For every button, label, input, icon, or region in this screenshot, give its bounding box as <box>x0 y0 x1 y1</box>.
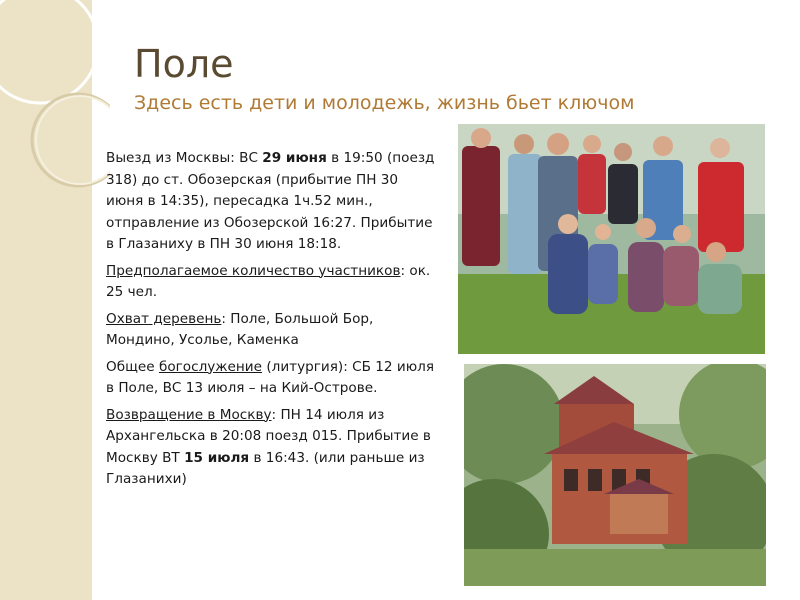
return-text: : ПН 14 июля из Архангельска в 20:08 поезд 015. Прибытие в Москву ВТ <box>106 406 431 466</box>
participants-text: : ок. 25 чел. <box>106 262 431 300</box>
slide-subtitle: Здесь есть дети и молодежь, жизнь бьет ключом <box>134 92 635 114</box>
villages-text: : Поле, Большой Бор, Мондино, Усолье, Каменка <box>106 310 374 348</box>
departure-paragraph <box>106 148 436 256</box>
service-text: (литургия): СБ 12 июля в Поле, ВС 13 июля – на Кий-Острове. <box>106 358 434 396</box>
departure-date: 29 июня <box>262 150 327 166</box>
return-paragraph <box>106 405 436 491</box>
departure-details: в 19:50 (поезд 318) до ст. Обозерская (прибытие ПН 30 июня в 14:35), пересадка 1ч.52 мин., отправление из Обозерской 16:27. Прибытие в Глазаниху в ПН 30 июня 18:18. <box>106 150 435 252</box>
return-details: в 16:43. (или раньше из Глазанихи) <box>106 449 425 487</box>
participants-label: Предполагаемое количество участников <box>106 262 401 279</box>
slide-title: Поле <box>134 42 234 86</box>
departure-text: Выезд из Москвы: ВС <box>106 150 263 166</box>
wooden-house-photo <box>464 364 766 586</box>
participants-paragraph <box>106 261 436 304</box>
service-prefix: Общее <box>106 358 159 375</box>
return-label: Возвращение в Москву <box>106 406 272 423</box>
return-date: 15 июля <box>184 449 250 466</box>
group-of-people-photo <box>458 124 765 354</box>
slide-body <box>106 148 436 496</box>
decorative-circles <box>0 0 110 200</box>
service-label: богослужение <box>158 358 262 375</box>
service-paragraph <box>106 357 436 400</box>
villages-paragraph <box>106 309 436 352</box>
villages-label: Охват деревень <box>106 310 222 327</box>
